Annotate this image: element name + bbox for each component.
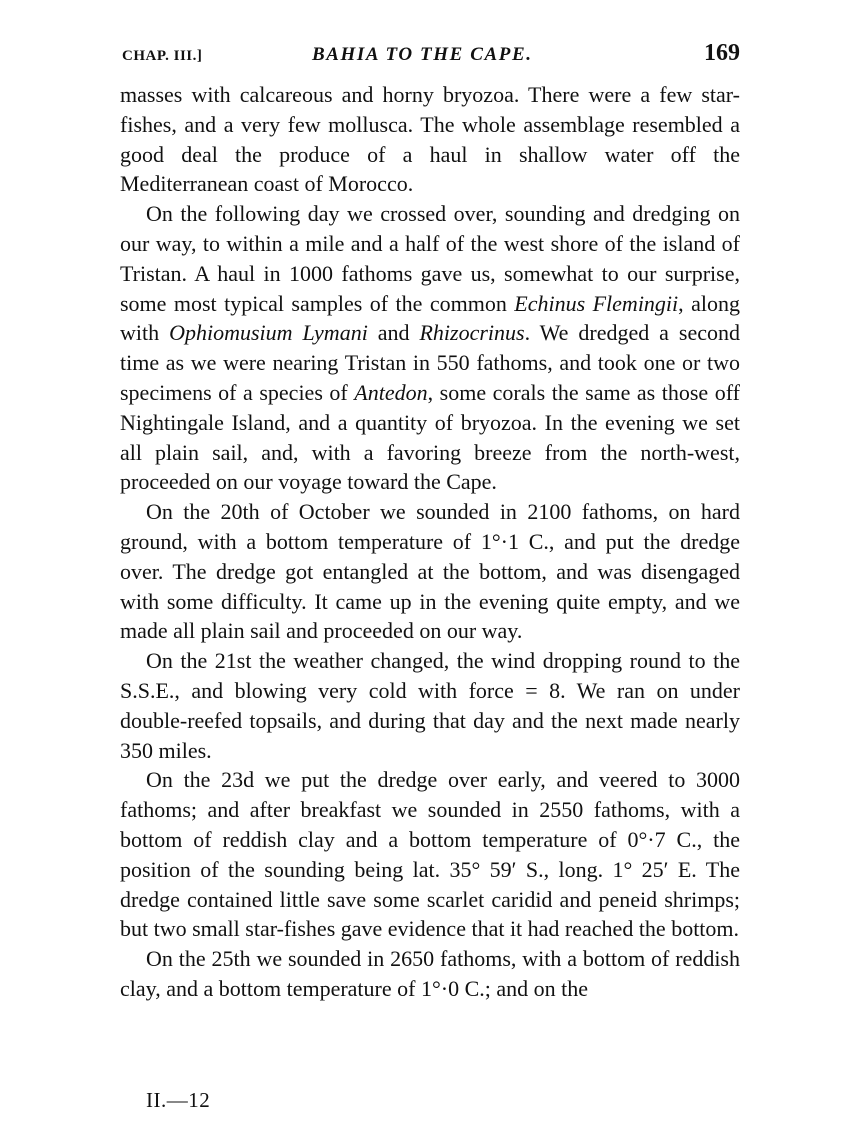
text-run: On the 23d we put the dredge over early, and veered to 3000 fathoms; and after breakfast we sounded in 2550 fathoms, with a bottom of reddish clay and a bottom temperature of 0°·7 C., the position of the sounding being lat. 35° 59′ S., long. 1° 25′ E. The dredge contained little save some scarlet caridid and peneid shrimps; but two small star-fishes gave evidence that it had reached the bottom. bbox=[120, 767, 740, 942]
text-run: On the 25th we sounded in 2650 fathoms, with a bottom of reddish clay, and a bottom temperature of 1°·0 C.; and on the bbox=[120, 946, 740, 1001]
paragraph-6 bbox=[120, 944, 740, 1004]
text-run: masses with calcareous and horny bryozoa. There were a few star-fishes, and a very few mollusca. The whole assemblage resembled a good deal the produce of a haul in shallow water off the Mediterranean coast of Morocco. bbox=[120, 82, 740, 197]
paragraph-5 bbox=[120, 765, 740, 944]
text-run: , some corals the same as those off Nightingale Island, and a quantity of bryozoa. In the evening we set all plain sail, and, with a favoring breeze from the north-west, proceeded on our voyage toward the Cape. bbox=[120, 379, 740, 495]
running-head bbox=[122, 40, 740, 70]
running-title: BAHIA TO THE CAPE. bbox=[312, 44, 533, 65]
text-run: On the following day we crossed over, sounding and dredging on our way, to within a mile and a half of the west shore of the island of Tristan. A haul in 1000 fathoms gave us, somewhat to our surprise, some most typical samples of the common bbox=[120, 201, 740, 316]
paragraph-4 bbox=[120, 646, 740, 765]
species-name: Antedon bbox=[354, 379, 428, 405]
body-text bbox=[120, 80, 740, 1004]
page-number: 169 bbox=[704, 40, 740, 66]
signature-mark: II.—12 bbox=[146, 1088, 211, 1112]
paragraph-2 bbox=[120, 199, 740, 497]
text-run: , along with bbox=[120, 290, 740, 346]
species-name: Ophiomusium Lymani bbox=[169, 320, 368, 346]
paragraph-3 bbox=[120, 497, 740, 646]
text-run: On the 21st the weather changed, the wind dropping round to the S.S.E., and blowing very cold with force = 8. We ran on under double-reefed topsails, and during that day and the next made nearly 350 miles. bbox=[120, 648, 740, 763]
species-name: Rhizocrinus bbox=[419, 320, 525, 346]
text-run: . We dredged a second time as we were nearing Tristan in 550 fathoms, and took one or two specimens of a species of bbox=[120, 320, 740, 405]
text-run: On the 20th of October we sounded in 2100 fathoms, on hard ground, with a bottom temperature of 1°·1 C., and put the dredge over. The dredge got entangled at the bottom, and was disengaged with some difficulty. It came up in the evening quite empty, and we made all plain sail and proceeded on our way. bbox=[120, 499, 740, 644]
species-name: Echinus Flemingii bbox=[514, 290, 679, 316]
paragraph-1 bbox=[120, 80, 740, 199]
chapter-label: CHAP. III.] bbox=[122, 48, 203, 64]
text-run: and bbox=[367, 320, 420, 346]
